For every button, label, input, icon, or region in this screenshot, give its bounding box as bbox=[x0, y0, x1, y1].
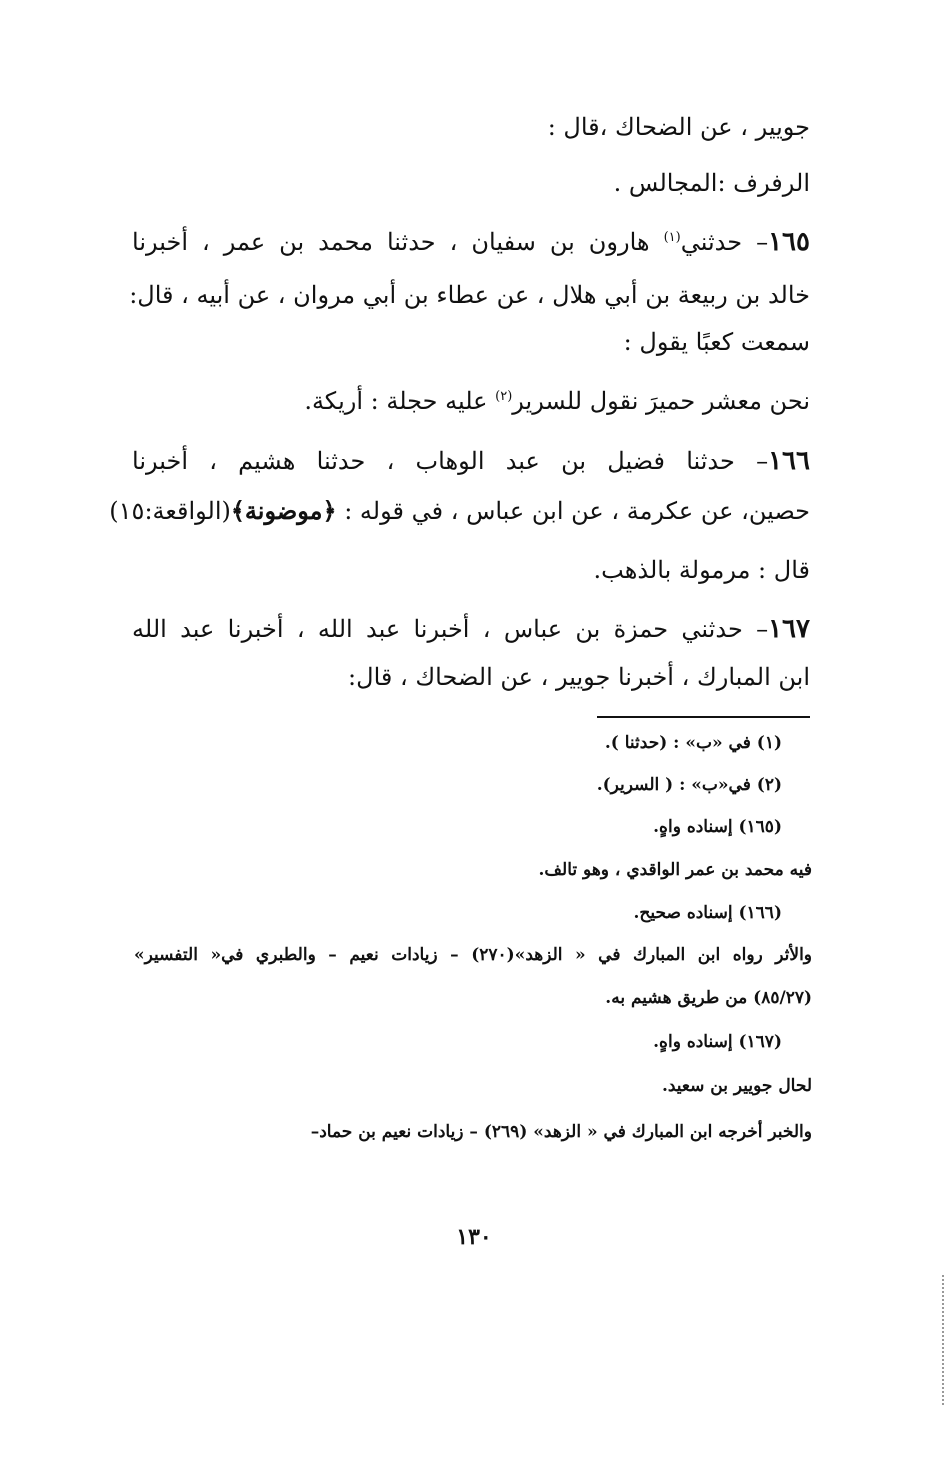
entry-165-line-1 bbox=[132, 222, 810, 262]
entry-165-line-2 bbox=[129, 275, 810, 315]
quote-line bbox=[132, 381, 810, 421]
footnote-1 bbox=[134, 728, 782, 758]
footnote-6-text: والأثر رواه ابن المبارك في « الزهد»(٢٧٠) – زيادات نعيم – والطبري في« التفسير» bbox=[134, 945, 813, 965]
scan-edge-artifact bbox=[940, 1275, 944, 1405]
footnote-1-text: (١) في «ب» : (حدثنا ). bbox=[604, 733, 782, 753]
footnote-ref-2: (٢) bbox=[495, 389, 513, 404]
entry-number-165: ١٦٥ bbox=[768, 227, 810, 257]
text-line-2 bbox=[132, 163, 810, 203]
footnote-10 bbox=[134, 1117, 812, 1147]
surah-reference: (الواقعة:١٥) bbox=[109, 497, 231, 525]
text-line-1 bbox=[132, 107, 810, 147]
quote-text-b: عليه حجلة : أريكة. bbox=[304, 387, 496, 415]
footnote-2 bbox=[134, 770, 782, 800]
entry-165-text-b: هارون بن سفيان ، حدثنا محمد بن عمر ، أخبرنا bbox=[132, 228, 664, 256]
footnote-5-text: (١٦٦) إسناده صحيح. bbox=[633, 903, 782, 923]
footnote-2-text: (٢) في«ب» : ( السرير). bbox=[596, 775, 782, 795]
footnote-9 bbox=[134, 1071, 812, 1101]
entry-166-text-a: – حدثنا فضيل بن عبد الوهاب ، حدثنا هشيم ، أخبرنا bbox=[132, 447, 769, 475]
page-number: ١٣٠ bbox=[456, 1224, 492, 1250]
entry-number-167: ١٦٧ bbox=[768, 614, 810, 644]
entry-165-line-2-content: خالد بن ربيعة بن أبي هلال ، عن عطاء بن أبي مروان ، عن أبيه ، قال: bbox=[129, 281, 810, 309]
entry-167-text-a: – حدثني حمزة بن عباس ، أخبرنا عبد الله ، أخبرنا عبد الله bbox=[132, 615, 769, 643]
entry-166-line-2 bbox=[109, 491, 810, 531]
footnote-5 bbox=[134, 898, 782, 928]
entry-number-166: ١٦٦ bbox=[768, 446, 810, 476]
footnote-3-text: (١٦٥) إسناده واهٍ. bbox=[653, 817, 782, 837]
text-line-1-content: جويير ، عن الضحاك ،قال : bbox=[547, 113, 810, 141]
quote-text-a: نحن معشر حميرَ نقول للسرير bbox=[512, 387, 810, 415]
footnote-7 bbox=[134, 983, 812, 1013]
text-line-2-content: الرفرف :المجالس . bbox=[613, 169, 810, 197]
entry-165-text-a: – حدثني bbox=[680, 228, 769, 256]
footnote-ref-1: (١) bbox=[663, 230, 681, 245]
footnote-8-text: (١٦٧) إسناده واهٍ. bbox=[653, 1032, 782, 1052]
entry-167-line-1 bbox=[132, 609, 810, 649]
entry-167-line-2 bbox=[132, 657, 810, 697]
footnote-3 bbox=[134, 812, 782, 842]
quran-word: ﴿موضونة﴾ bbox=[230, 496, 337, 525]
entry-166-text-b1: حصين، عن عكرمة ، عن ابن عباس ، في قوله : bbox=[336, 497, 810, 525]
footnote-4-text: فيه محمد بن عمر الواقدي ، وهو تالف. bbox=[538, 860, 812, 880]
footnote-4 bbox=[134, 855, 812, 885]
entry-166-line-1 bbox=[132, 441, 810, 481]
footnote-6 bbox=[134, 940, 812, 970]
entry-167-line-2-content: ابن المبارك ، أخبرنا جويير ، عن الضحاك ، قال: bbox=[348, 663, 810, 691]
entry-165-line-3-content: سمعت كعبًا يقول : bbox=[623, 328, 810, 356]
footnote-9-text: لحال جويير بن سعيد. bbox=[661, 1076, 812, 1096]
footnote-10-text: والخبر أخرجه ابن المبارك في « الزهد» (٢٦٩) – زيادات نعيم بن حماد– bbox=[310, 1122, 812, 1142]
footnote-7-text: (٨٥/٢٧) من طريق هشيم به. bbox=[605, 988, 812, 1008]
entry-165-line-3 bbox=[132, 322, 810, 362]
entry-166-line-3-content: قال : مرمولة بالذهب. bbox=[593, 556, 810, 584]
entry-166-line-3 bbox=[132, 550, 810, 590]
footnote-8 bbox=[134, 1027, 782, 1057]
footnote-separator bbox=[597, 716, 810, 718]
